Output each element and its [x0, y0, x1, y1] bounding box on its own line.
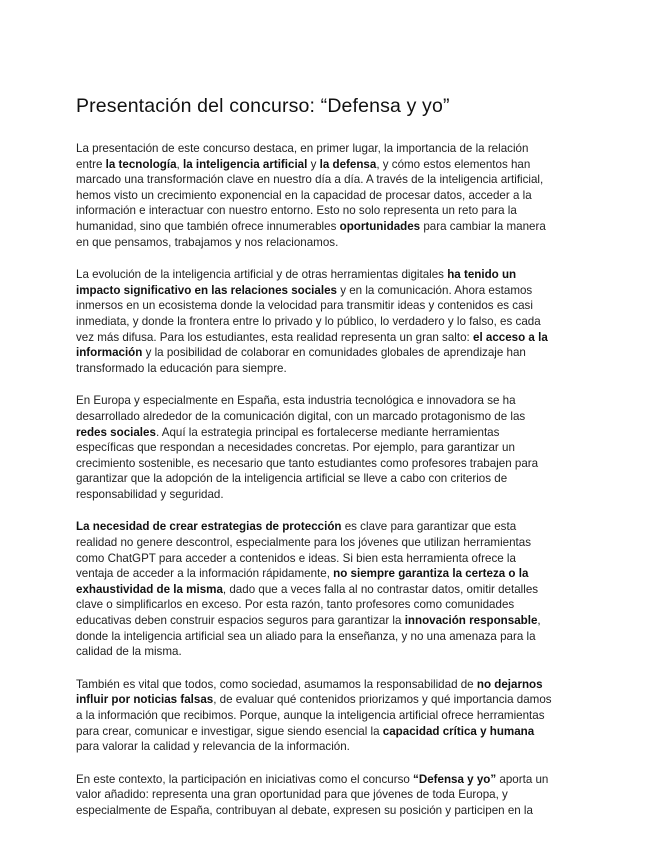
text-run: En este contexto, la participación en iniciativas como el concurso — [76, 772, 414, 786]
bold-text: la inteligencia artificial — [182, 157, 308, 171]
bold-text: capacidad crítica y humana — [382, 724, 535, 738]
bold-text: no siempre garantiza la certeza o la exhaustividad de la misma — [76, 567, 529, 596]
text-run: aporta un valor añadido: representa una gran oportunidad para que jóvenes de toda Europa, y especialmente de España, contribuyan al debate, expresen su posición y participen en la — [76, 772, 549, 817]
paragraph — [76, 393, 552, 502]
bold-text: el acceso a la información — [76, 330, 548, 360]
text-run: En Europa y especialmente en España, esta industria tecnológica e innovadora se ha desarrollado alrededor de la comunicación digital, con un marcado protagonismo de las — [76, 394, 526, 423]
text-run: , — [176, 157, 183, 171]
paragraph — [76, 141, 552, 250]
bold-text: no dejarnos influir por noticias falsas — [76, 677, 543, 707]
text-run: para valorar la calidad y relevancia de la información. — [76, 740, 350, 754]
text-run: También es vital que todos, como sociedad, asumamos la responsabilidad de — [76, 677, 477, 691]
document-body — [76, 141, 551, 819]
paragraph — [76, 772, 552, 819]
paragraph — [76, 267, 552, 376]
text-run: , de evaluar qué contenidos priorizamos y qué importancia damos a la información que recibimos. Porque, aunque la inteligencia artificial ofrece herramientas para crear, comunicar e investigar, sigue siendo esencial la — [76, 693, 552, 738]
text-run: , dado que a veces falla al no contrastar datos, omitir detalles clave o simplificarlos en exceso. Por esta razón, tanto profesores como comunidades educativas deben construir espacios seguros para garantizar la — [76, 582, 539, 628]
text-run: . Aquí la estrategia principal es fortalecerse mediante herramientas específicas que respondan a necesidades concretas. Por ejemplo, para garantizar un crecimiento sostenible, es necesario que tanto estudiantes como profesores trabajen para garantizar que la adopción de la inteligencia artificial se lleve a cabo con criterios de responsabilidad y seguridad. — [76, 425, 539, 501]
text-run: y en la comunicación. Ahora estamos inmersos en un ecosistema donde la velocidad para transmitir ideas y contenidos es casi inmediata, y donde la frontera entre lo privado y lo público, lo verdadero y lo falso, es cada vez más difusa. Para los estudiantes, esta realidad representa un gran salto: — [76, 283, 541, 344]
text-run: , donde la inteligencia artificial sea un aliado para la enseñanza, y no una amenaza para la calidad de la misma. — [76, 614, 541, 659]
text-run: La presentación de este concurso destaca, en primer lugar, la importancia de la relación entre — [76, 142, 529, 171]
text-run: es clave para garantizar que esta realidad no genere descontrol, especialmente para los jóvenes que utilizan herramientas como ChatGPT para acceder a contenidos e ideas. Si bien esta herramienta ofrece la ventaja de acceder a la información rápidamente, — [76, 520, 532, 581]
bold-text: La necesidad de crear estrategias de protección — [76, 520, 342, 534]
bold-text: la defensa — [319, 157, 377, 171]
text-run: y — [307, 157, 320, 171]
document-title: Presentación del concurso: “Defensa y yo” — [76, 95, 450, 117]
paragraph — [76, 677, 552, 755]
bold-text: “Defensa y yo” — [413, 772, 497, 786]
text-run: La evolución de la inteligencia artificial y de otras herramientas digitales — [76, 268, 448, 282]
bold-text: oportunidades — [339, 219, 421, 233]
bold-text: ha tenido un impacto significativo en las relaciones sociales — [76, 268, 517, 297]
bold-text: redes sociales — [76, 425, 156, 439]
text-run: , y cómo estos elementos han marcado una transformación clave en nuestro día a día. A través de la inteligencia artificial, hemos visto un crecimiento exponencial en la capacidad de procesar datos, acceder a la información e interactuar con nuestro entorno. Esto no solo representa un reto para la humanidad, sino que también ofrece innumerables — [76, 157, 544, 233]
bold-text: innovación responsable — [404, 614, 538, 628]
bold-text: la tecnología — [105, 157, 177, 171]
paragraph — [76, 519, 552, 659]
text-run: y la posibilidad de colaborar en comunidades globales de aprendizaje han transformado la educación para siempre. — [76, 346, 526, 375]
text-run: para cambiar la manera en que pensamos, trabajamos y nos relacionamos. — [76, 219, 546, 249]
